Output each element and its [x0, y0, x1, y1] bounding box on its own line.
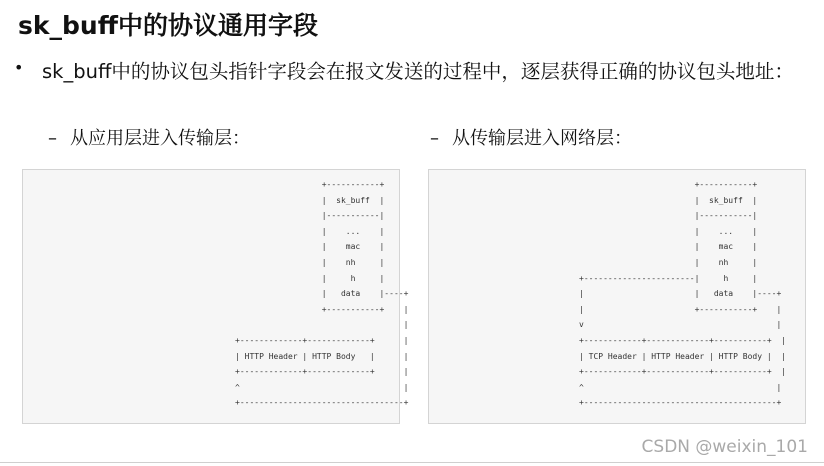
bullet-point-icon: • — [14, 58, 24, 77]
watermark: CSDN @weixin_101 — [641, 437, 808, 457]
ascii-diagram: +-----------+ | sk_buff | |-----------| | ... | | mac | | nh | +-----------------------| h | | | data |----+ | +-----------+ | v | +------------+-------------+-----------+ | | TCP Header | HTTP Header | HTTP Body | | +------------+-------------+-----------+ | ^ | +----------------------------------------+ — [579, 180, 787, 408]
diagram-panel-transport-to-network — [428, 169, 806, 424]
diagram-panel-app-to-transport — [22, 169, 409, 424]
dash-marker: – — [48, 128, 57, 149]
subitem-label: 从传输层进入网络层： — [452, 128, 632, 149]
ascii-diagram: +-----------+ | sk_buff | |-----------| | ... | | mac | | nh | | h | | data |----+ +-----------+ | | +-------------+-------------+ | | HTTP Header | HTTP Body | | +-------------+-------------+ | ^ | +----------------------------------+ — [235, 180, 409, 408]
dash-marker: – — [430, 128, 439, 149]
subitem-transport-to-network — [430, 124, 632, 150]
slide-title: sk_buff中的协议通用字段 — [18, 11, 318, 40]
subitem-label: 从应用层进入传输层： — [70, 128, 250, 149]
divider — [0, 462, 824, 463]
bullet-text: sk_buff中的协议包头指针字段会在报文发送的过程中，逐层获得正确的协议包头地址： — [42, 60, 794, 83]
subitem-app-to-transport — [48, 124, 250, 150]
